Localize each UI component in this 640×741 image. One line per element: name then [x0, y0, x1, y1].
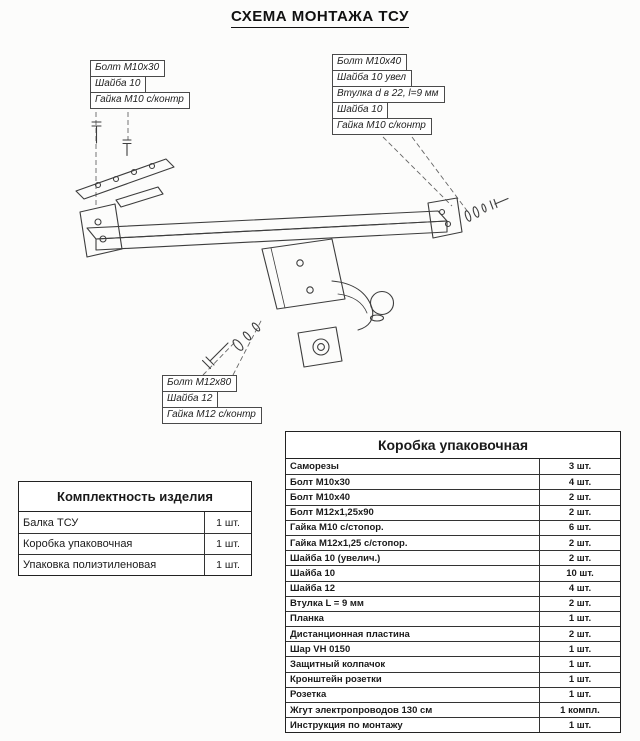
- part-name-cell: Шайба 12: [286, 582, 540, 596]
- table-row: [286, 565, 620, 580]
- table-row: [286, 520, 620, 535]
- table-row: [286, 717, 620, 732]
- callout-label: Гайка М10 с/контр: [332, 118, 432, 135]
- part-name-cell: Шар VH 0150: [286, 642, 540, 656]
- qty-cell: 1 шт.: [568, 689, 592, 701]
- callout-bottom-left: [162, 376, 262, 424]
- title-wrap: [0, 8, 640, 28]
- part-name-cell: Коробка упаковочная: [19, 534, 205, 554]
- bolt-m10x30: [92, 122, 131, 156]
- qty-cell: 2 шт.: [568, 537, 592, 549]
- callout-label: Гайка М12 с/контр: [162, 407, 262, 424]
- part-name-cell: Болт М10х30: [286, 475, 540, 489]
- callout-label: Втулка d в 22, l=9 мм: [332, 86, 445, 103]
- part-name-cell: Защитный колпачок: [286, 657, 540, 671]
- leader-lines: [96, 112, 468, 375]
- table-row: [286, 702, 620, 717]
- callout-label: Шайба 10: [90, 76, 146, 93]
- table-row: [286, 505, 620, 520]
- part-name-cell: Планка: [286, 612, 540, 626]
- table-row: [286, 489, 620, 504]
- part-name-cell: Болт М10х40: [286, 490, 540, 504]
- qty-cell: 1 шт.: [216, 538, 240, 550]
- qty-cell: 1 компл.: [560, 704, 600, 716]
- qty-cell: 2 шт.: [568, 491, 592, 503]
- qty-cell: 4 шт.: [568, 476, 592, 488]
- table-row: [286, 656, 620, 671]
- center-gusset: [262, 239, 345, 309]
- table-row: [286, 672, 620, 687]
- qty-cell: 1 шт.: [216, 516, 240, 529]
- table-row: [19, 533, 251, 554]
- part-name-cell: Болт М12х1,25х90: [286, 506, 540, 520]
- callout-label: Шайба 10: [332, 102, 388, 119]
- part-name-cell: Жгут электропроводов 130 см: [286, 703, 540, 717]
- callout-label: Шайба 10 увел: [332, 70, 412, 87]
- table-row: [19, 512, 251, 533]
- part-name-cell: Балка ТСУ: [19, 512, 205, 533]
- callout-label: Болт М12х80: [162, 375, 237, 392]
- callout-label: Гайка М10 с/контр: [90, 92, 190, 109]
- qty-cell: 6 шт.: [568, 522, 592, 534]
- qty-cell: 2 шт.: [568, 507, 592, 519]
- kit-table-rows: [19, 512, 251, 575]
- qty-cell: 1 шт.: [568, 643, 592, 655]
- qty-cell: 1 шт.: [568, 674, 592, 686]
- part-name-cell: Саморезы: [286, 459, 540, 474]
- callout-label: Шайба 12: [162, 391, 218, 408]
- qty-cell: 2 шт.: [568, 552, 592, 564]
- qty-cell: 2 шт.: [568, 598, 592, 610]
- qty-cell: 10 шт.: [566, 567, 594, 579]
- qty-cell: 4 шт.: [568, 583, 592, 595]
- part-name-cell: Гайка М12х1,25 с/стопор.: [286, 536, 540, 550]
- callout-label: Болт М10х40: [332, 54, 407, 71]
- table-row: [286, 459, 620, 474]
- table-row: [286, 474, 620, 489]
- qty-cell: 1 шт.: [568, 719, 592, 731]
- table-row: [286, 596, 620, 611]
- kit-table-title: Комплектность изделия: [19, 482, 251, 512]
- socket-bracket: [298, 327, 342, 367]
- box-table-title: Коробка упаковочная: [286, 432, 620, 459]
- qty-cell: 3 шт.: [568, 461, 592, 473]
- callout-top-left: [90, 61, 190, 109]
- part-name-cell: Упаковка полиэтиленовая: [19, 555, 205, 575]
- page-title: СХЕМА МОНТАЖА ТСУ: [231, 8, 409, 28]
- table-row: [286, 581, 620, 596]
- qty-cell: 2 шт.: [568, 628, 592, 640]
- right-hardware: [464, 199, 508, 222]
- table-row: [286, 687, 620, 702]
- part-name-cell: Инструкция по монтажу: [286, 718, 540, 732]
- towbar-beam: [87, 211, 447, 250]
- kit-table: [18, 481, 252, 576]
- towbar-drawing: [76, 122, 508, 369]
- part-name-cell: Кронштейн розетки: [286, 673, 540, 687]
- part-name-cell: Дистанционная пластина: [286, 627, 540, 641]
- qty-cell: 1 шт.: [568, 659, 592, 671]
- table-row: [286, 626, 620, 641]
- box-table-rows: [286, 459, 620, 732]
- callout-label: Болт М10х30: [90, 60, 165, 77]
- ball-hitch: [332, 281, 394, 330]
- qty-cell: 1 шт.: [216, 559, 240, 571]
- qty-cell: 1 шт.: [568, 613, 592, 625]
- mounting-plate: [76, 159, 174, 207]
- table-row: [286, 550, 620, 565]
- table-row: [286, 611, 620, 626]
- callout-top-right: [332, 55, 445, 135]
- part-name-cell: Втулка L = 9 мм: [286, 597, 540, 611]
- part-name-cell: Шайба 10 (увелич.): [286, 551, 540, 565]
- table-row: [19, 554, 251, 575]
- part-name-cell: Шайба 10: [286, 566, 540, 580]
- table-row: [286, 641, 620, 656]
- part-name-cell: Гайка М10 с/стопор.: [286, 521, 540, 535]
- box-table: [285, 431, 621, 733]
- table-row: [286, 535, 620, 550]
- part-name-cell: Розетка: [286, 688, 540, 702]
